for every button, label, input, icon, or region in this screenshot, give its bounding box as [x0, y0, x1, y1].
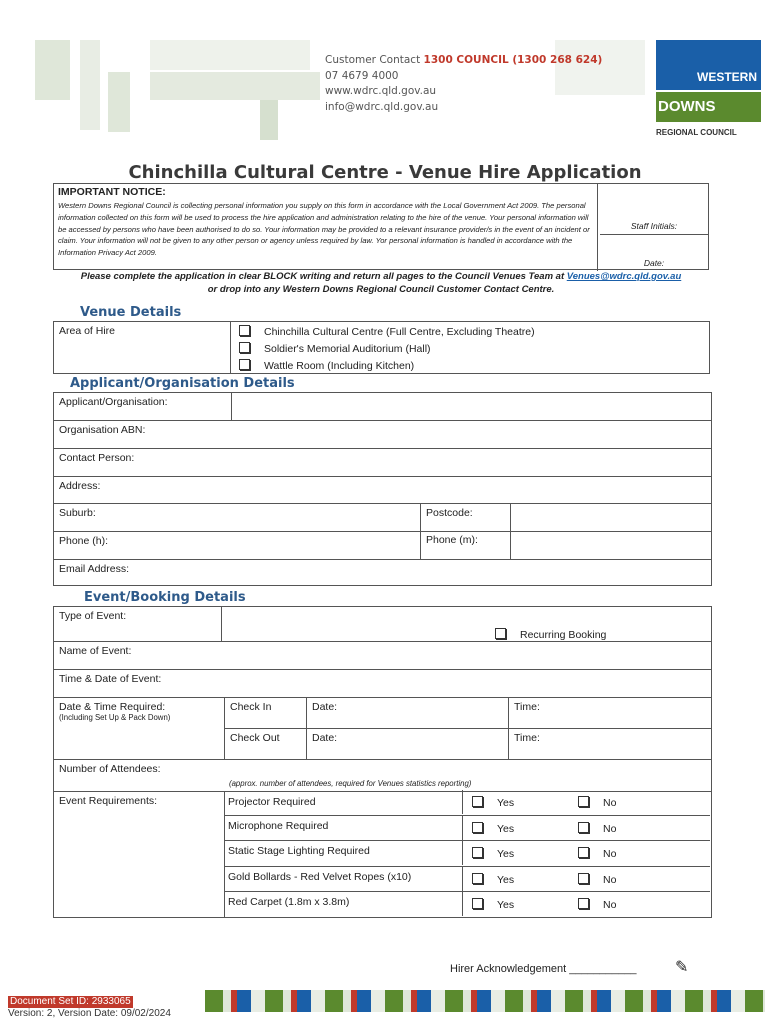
website-link[interactable]: www.wdrc.qld.gov.au: [325, 85, 437, 97]
yes-option[interactable]: Yes: [472, 873, 514, 886]
address-label: Address:: [54, 476, 711, 495]
venues-email-link[interactable]: Venues@wdrc.qld.gov.au: [566, 271, 682, 282]
yes-option[interactable]: Yes: [472, 898, 514, 911]
check-out-date[interactable]: Date:: [306, 728, 508, 759]
instructions: [53, 270, 709, 296]
checkbox-icon[interactable]: [472, 796, 483, 807]
email-address-label: Email Address:: [54, 559, 711, 578]
abn-label: Organisation ABN:: [54, 420, 711, 439]
attendees-label: Number of Attendees:: [54, 759, 711, 791]
notice-heading: IMPORTANT NOTICE:: [58, 186, 166, 198]
requirement-label: Red Carpet (1.8m x 3.8m): [228, 895, 350, 908]
phone-m-input[interactable]: [510, 531, 711, 559]
check-out-label: Check Out: [224, 728, 306, 759]
version-info: Version: 2, Version Date: 09/02/2024: [8, 1008, 171, 1019]
header-decoration: [260, 100, 278, 140]
header-decoration: [150, 40, 310, 70]
logo-regional-council: REGIONAL COUNCIL: [656, 128, 737, 137]
checkbox-icon[interactable]: [578, 898, 589, 909]
contact-label: Customer Contact: [325, 54, 421, 66]
time-date-label: Time & Date of Event:: [54, 669, 711, 688]
no-option[interactable]: No: [578, 822, 616, 835]
type-of-event-input[interactable]: [221, 607, 711, 641]
header-decoration: [150, 72, 320, 100]
postcode-label: Postcode:: [420, 503, 478, 531]
applicant-label: Applicant/Organisation:: [59, 396, 168, 408]
yes-option[interactable]: Yes: [472, 796, 514, 809]
checkbox-icon[interactable]: [239, 325, 250, 336]
applicant-details-heading: Applicant/Organisation Details: [70, 376, 295, 391]
no-option[interactable]: No: [578, 873, 616, 886]
no-option[interactable]: No: [578, 847, 616, 860]
yes-option[interactable]: Yes: [472, 822, 514, 835]
check-in-time[interactable]: Time:: [508, 697, 711, 728]
hirer-acknowledgement[interactable]: Hirer Acknowledgement ___________: [450, 963, 637, 975]
contact-person-label: Contact Person:: [54, 448, 711, 467]
suburb-label: Suburb:: [54, 503, 711, 522]
document-footer: [8, 996, 171, 1020]
postcode-input[interactable]: [510, 503, 711, 531]
requirement-row: [224, 790, 710, 815]
requirement-label: Gold Bollards - Red Velvet Ropes (x10): [228, 870, 412, 883]
requirement-label: Projector Required: [228, 796, 316, 808]
logo-western: WESTERN: [656, 40, 761, 90]
checkbox-icon[interactable]: [578, 822, 589, 833]
check-in-date[interactable]: Date:: [306, 697, 508, 728]
area-of-hire-label: Area of Hire: [59, 325, 116, 337]
requirement-row: [224, 866, 710, 891]
date-time-required-label: Date & Time Required: (Including Set Up & Pack Down): [54, 697, 711, 759]
checkbox-icon[interactable]: [472, 822, 483, 833]
no-option[interactable]: No: [578, 796, 616, 809]
yes-option[interactable]: Yes: [472, 847, 514, 860]
venue-table: [53, 321, 710, 374]
important-notice: [53, 183, 709, 270]
event-requirements-label: Event Requirements:: [54, 791, 224, 810]
name-of-event-label: Name of Event:: [54, 641, 711, 660]
footer-decoration: [205, 990, 765, 1012]
instruction-line2: or drop into any Western Downs Regional Council Customer Contact Centre.: [207, 284, 555, 295]
checkbox-icon[interactable]: [472, 873, 483, 884]
requirement-label: Microphone Required: [228, 820, 329, 833]
requirement-label: Static Stage Lighting Required: [228, 845, 370, 858]
notice-body: Western Downs Regional Council is collecting personal information you supply on this form in accordance with the Local Government Act 2009. The personal information collected on this form will be used to process the hire application and administration relating to the hire of the venue. Your personal information will be accessed by persons who have been authorised to do so. Your information may be provided to a relevant insurance provider/s in the event of an incident or claim. Your information will not be given to any other person or agency unless required by law. Yor personal information is handled in accordance with the Information Privacy Act 2009.: [58, 201, 590, 258]
checkbox-icon[interactable]: [472, 847, 483, 858]
header-decoration: [35, 40, 70, 100]
event-details-heading: Event/Booking Details: [84, 590, 246, 605]
header-decoration: [108, 72, 130, 132]
checkbox-icon[interactable]: [472, 898, 483, 909]
check-out-time[interactable]: Time:: [508, 728, 711, 759]
phone-m-label: Phone (m):: [420, 531, 483, 559]
contact-block: [325, 53, 602, 115]
checkbox-icon[interactable]: [239, 342, 250, 353]
logo-downs: DOWNS: [656, 92, 761, 122]
type-of-event-label: Type of Event:: [59, 610, 127, 622]
venue-details-heading: Venue Details: [80, 305, 182, 320]
venue-option-wattle-room[interactable]: Wattle Room (Including Kitchen): [234, 356, 419, 375]
checkbox-icon[interactable]: [495, 628, 506, 639]
instruction-text: Please complete the application in clear BLOCK writing and return all pages to the Council Venues Team at: [80, 271, 567, 282]
pen-icon: ✎: [675, 959, 689, 976]
email-link[interactable]: info@wdrc.qld.gov.au: [325, 100, 439, 113]
staff-initials-label: Staff Initials:: [630, 221, 678, 231]
document-set-id: Document Set ID: 2933065: [10, 996, 131, 1007]
no-option[interactable]: No: [578, 898, 616, 911]
requirement-row: [224, 815, 710, 840]
council-logo: [656, 40, 761, 142]
header-decoration: [80, 40, 100, 130]
checkbox-icon[interactable]: [578, 796, 589, 807]
venue-option-auditorium[interactable]: Soldier's Memorial Auditorium (Hall): [234, 339, 436, 358]
checkbox-icon[interactable]: [578, 873, 589, 884]
page-title: Chinchilla Cultural Centre - Venue Hire Application: [128, 162, 642, 183]
applicant-table: [53, 392, 712, 586]
requirement-row: [224, 840, 710, 865]
check-in-label: Check In: [224, 697, 306, 728]
checkbox-icon[interactable]: [578, 847, 589, 858]
phone-h-label: Phone (h):: [54, 531, 711, 550]
contact-phone: 1300 COUNCIL (1300 268 624): [423, 54, 603, 66]
phone-number: 07 4679 4000: [325, 69, 399, 82]
venue-option-full-centre[interactable]: Chinchilla Cultural Centre (Full Centre, Excluding Theatre): [234, 322, 540, 341]
staff-date-label: Date:: [643, 258, 665, 268]
applicant-input[interactable]: [231, 393, 711, 420]
requirement-row: [224, 891, 710, 916]
attendees-note: (approx. number of attendees, required for Venues statistics reporting): [229, 779, 472, 788]
setup-note: (Including Set Up & Pack Down): [59, 713, 171, 722]
recurring-booking-option[interactable]: Recurring Booking: [490, 625, 611, 644]
checkbox-icon[interactable]: [239, 359, 250, 370]
